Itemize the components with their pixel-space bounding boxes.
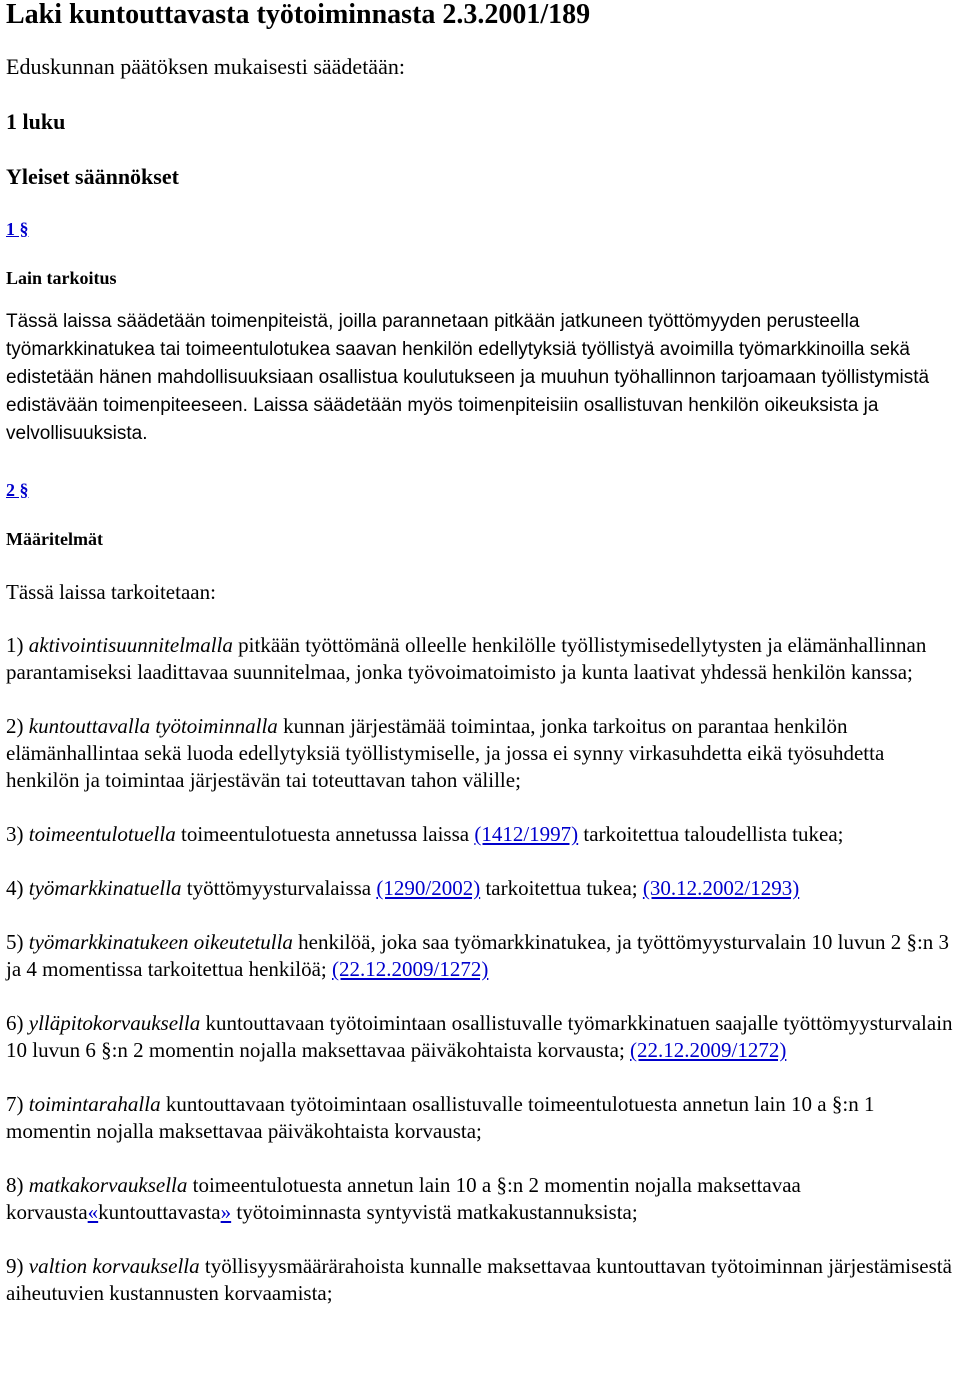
definition-term: toimeentulotuella [28, 822, 176, 846]
section-1-text: Tässä laissa säädetään toimenpiteistä, joilla parannetaan pitkään jatkuneen työttömyyden perusteella työmarkkinatukea tai toimeentulotukea saavan henkilön edellytyksiä työllistyä avoimilla työmarkkinoilla sekä edistetään hänen mahdollisuuksiaan osallistua koulutukseen ja muuhun työhallinnon tarjoamaan työllistymistä edistävään toimenpiteeseen. Laissa säädetään myös toimenpiteisiin osallistuvan henkilön oikeuksista ja velvollisuuksista. [6, 311, 930, 444]
definition-item [6, 1253, 954, 1307]
definition-number: 6) [6, 1011, 24, 1035]
definition-term: kuntouttavalla työtoiminnalla [28, 714, 278, 738]
definition-item [6, 821, 954, 848]
definition-number: 4) [6, 876, 24, 900]
definition-number: 7) [6, 1092, 24, 1116]
definition-number: 5) [6, 930, 24, 954]
search-highlight-close-link[interactable]: » [220, 1200, 232, 1224]
amendment-reference-link[interactable]: (22.12.2009/1272) [332, 957, 489, 981]
definition-item [6, 929, 954, 983]
law-title: Laki kuntouttavasta työtoiminnasta 2.3.2001/189 [6, 0, 591, 30]
definition-text: toimeentulotuesta annetun lain 10 a §:n 2 momentin nojalla maksettavaa korvausta [6, 1173, 801, 1224]
definition-item [6, 1172, 954, 1226]
statute-reference-link[interactable]: (1290/2002) [376, 876, 481, 900]
definition-term: ylläpitokorvauksella [28, 1011, 201, 1035]
section-2-link[interactable]: 2 § [6, 480, 29, 500]
definition-text: kuntouttavaan työtoimintaan osallistuvalle toimeentulotuesta annetun lain 10 a §:n 1 momentin nojalla maksettavaa päiväkohtaista korvausta; [6, 1092, 875, 1143]
definition-term: toimintarahalla [28, 1092, 161, 1116]
definition-item [6, 632, 954, 686]
definition-item [6, 1091, 954, 1145]
definition-term: työmarkkinatuella [28, 876, 182, 900]
chapter-title: Yleiset säännökset [6, 164, 179, 189]
definition-text: työllisyysmäärärahoista kunnalle maksettavaa kuntouttavan työtoiminnan järjestämisestä aiheutuvien kustannusten korvaamista; [6, 1254, 952, 1305]
definition-text: kunnan järjestämää toimintaa, jonka tarkoitus on parantaa henkilön elämänhallintaa sekä luoda edellytyksiä työllistymiselle, ja jossa ei synny virkasuhdetta eikä työsuhdetta henkilön ja toimintaa järjestävän tai toteuttavan tahon välille; [6, 714, 885, 792]
section-2-title: Määritelmät [6, 529, 103, 549]
definition-text: tarkoitettua taloudellista tukea; [583, 822, 844, 846]
definition-text: pitkään työttömänä olleelle henkilölle työllistymisedellytysten ja elämänhallinnan parantamiseksi laadittavaa suunnitelmaa, jonka työvoimatoimisto ja kunta laativat yhdessä henkilön kanssa; [6, 633, 927, 684]
definition-number: 8) [6, 1173, 24, 1197]
definition-term: valtion korvauksella [28, 1254, 200, 1278]
definition-text: henkilöä, joka saa työmarkkinatukea, ja työttömyysturvalain 10 luvun 2 §:n 3 ja 4 momentissa tarkoitettua henkilöä; [6, 930, 950, 981]
definition-text: työttömyysturvalaissa [186, 876, 372, 900]
definition-number: 3) [6, 822, 24, 846]
definition-number: 1) [6, 633, 24, 657]
definition-item [6, 713, 954, 794]
definitions-intro: Tässä laissa tarkoitetaan: [6, 580, 216, 604]
definition-item [6, 1010, 954, 1064]
definition-text: toimeentulotuesta annetussa laissa [180, 822, 470, 846]
amendment-reference-link[interactable]: (22.12.2009/1272) [630, 1038, 787, 1062]
amendment-reference-link[interactable]: (30.12.2002/1293) [642, 876, 800, 900]
definition-text: tarkoitettua tukea; [485, 876, 638, 900]
definition-term: aktivointisuunnitelmalla [28, 633, 233, 657]
definition-item [6, 875, 954, 902]
statute-reference-link[interactable]: (1412/1997) [474, 822, 579, 846]
section-1-link[interactable]: 1 § [6, 219, 29, 239]
definition-term: matkakorvauksella [28, 1173, 188, 1197]
definition-text: työtoiminnasta syntyvistä matkakustannuksista; [236, 1200, 638, 1224]
definition-number: 2) [6, 714, 24, 738]
highlighted-word: kuntouttavasta [98, 1200, 221, 1224]
enactment-clause: Eduskunnan päätöksen mukaisesti säädetään: [6, 54, 405, 79]
search-highlight-open-link[interactable]: « [87, 1200, 99, 1224]
definition-number: 9) [6, 1254, 24, 1278]
section-1-title: Lain tarkoitus [6, 268, 117, 288]
chapter-number: 1 luku [6, 109, 66, 134]
definition-text: kuntouttavaan työtoimintaan osallistuvalle työmarkkinatuen saajalle työttömyysturvalain 10 luvun 6 §:n 2 momentin nojalla maksettavaa päiväkohtaista korvausta; [6, 1011, 953, 1062]
definition-term: työmarkkinatukeen oikeutetulla [28, 930, 293, 954]
